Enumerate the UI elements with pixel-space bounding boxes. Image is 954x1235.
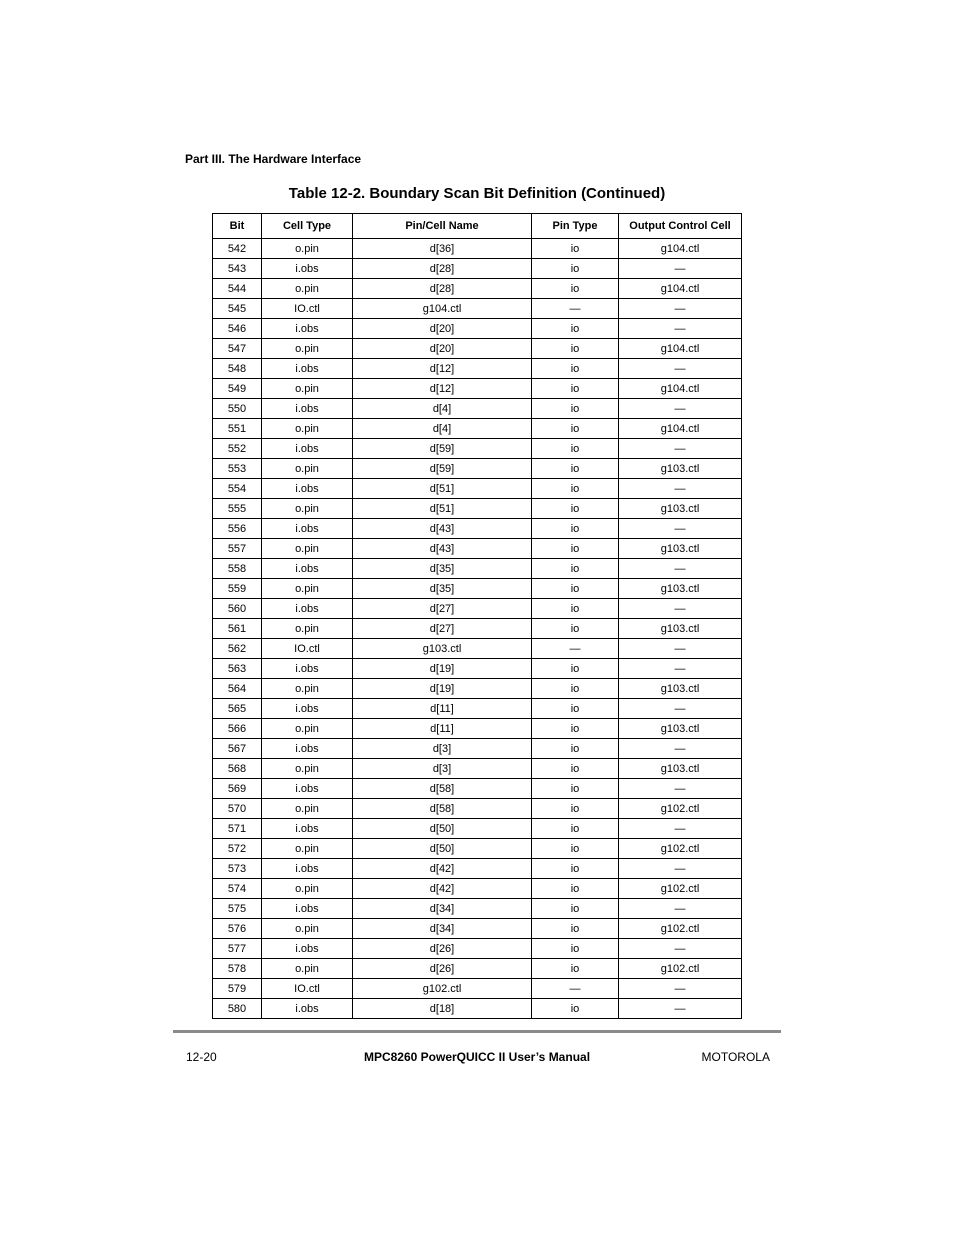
cell-bit: 545: [213, 299, 262, 319]
cell-output-control: g104.ctl: [619, 419, 742, 439]
cell-cell-type: o.pin: [262, 579, 353, 599]
cell-bit: 551: [213, 419, 262, 439]
cell-bit: 553: [213, 459, 262, 479]
cell-pin-cell-name: d[12]: [353, 359, 532, 379]
cell-pin-type: io: [532, 259, 619, 279]
cell-bit: 566: [213, 719, 262, 739]
table-row: [213, 379, 742, 399]
cell-cell-type: i.obs: [262, 439, 353, 459]
cell-bit: 564: [213, 679, 262, 699]
cell-pin-type: io: [532, 699, 619, 719]
cell-output-control: —: [619, 359, 742, 379]
cell-bit: 552: [213, 439, 262, 459]
cell-cell-type: o.pin: [262, 379, 353, 399]
cell-pin-cell-name: d[12]: [353, 379, 532, 399]
cell-pin-type: io: [532, 499, 619, 519]
cell-pin-type: io: [532, 379, 619, 399]
table-row: [213, 859, 742, 879]
cell-cell-type: i.obs: [262, 519, 353, 539]
cell-bit: 559: [213, 579, 262, 599]
cell-bit: 546: [213, 319, 262, 339]
cell-output-control: g104.ctl: [619, 239, 742, 259]
footer-rule: [173, 1030, 781, 1033]
cell-output-control: g103.ctl: [619, 719, 742, 739]
cell-pin-cell-name: d[43]: [353, 539, 532, 559]
cell-bit: 572: [213, 839, 262, 859]
cell-pin-type: io: [532, 579, 619, 599]
cell-output-control: —: [619, 779, 742, 799]
cell-output-control: —: [619, 979, 742, 999]
cell-pin-type: io: [532, 339, 619, 359]
cell-pin-cell-name: d[50]: [353, 819, 532, 839]
cell-bit: 577: [213, 939, 262, 959]
cell-cell-type: o.pin: [262, 339, 353, 359]
cell-cell-type: i.obs: [262, 479, 353, 499]
cell-pin-cell-name: d[59]: [353, 459, 532, 479]
cell-cell-type: IO.ctl: [262, 979, 353, 999]
cell-pin-type: io: [532, 619, 619, 639]
cell-pin-cell-name: d[34]: [353, 899, 532, 919]
cell-cell-type: i.obs: [262, 859, 353, 879]
cell-cell-type: i.obs: [262, 259, 353, 279]
cell-pin-cell-name: d[4]: [353, 399, 532, 419]
cell-bit: 568: [213, 759, 262, 779]
cell-pin-type: io: [532, 419, 619, 439]
cell-pin-type: io: [532, 399, 619, 419]
cell-output-control: g103.ctl: [619, 619, 742, 639]
cell-cell-type: o.pin: [262, 499, 353, 519]
cell-pin-cell-name: d[58]: [353, 799, 532, 819]
cell-output-control: g103.ctl: [619, 539, 742, 559]
table-row: [213, 459, 742, 479]
cell-bit: 554: [213, 479, 262, 499]
cell-cell-type: o.pin: [262, 879, 353, 899]
cell-cell-type: i.obs: [262, 359, 353, 379]
column-header-pin-type: Pin Type: [532, 214, 619, 239]
cell-pin-type: io: [532, 799, 619, 819]
cell-pin-type: io: [532, 479, 619, 499]
cell-output-control: —: [619, 259, 742, 279]
cell-bit: 579: [213, 979, 262, 999]
cell-pin-cell-name: d[42]: [353, 859, 532, 879]
cell-bit: 563: [213, 659, 262, 679]
cell-output-control: g104.ctl: [619, 379, 742, 399]
table-row: [213, 339, 742, 359]
cell-pin-cell-name: d[35]: [353, 559, 532, 579]
cell-pin-type: io: [532, 939, 619, 959]
cell-bit: 558: [213, 559, 262, 579]
cell-cell-type: i.obs: [262, 819, 353, 839]
cell-output-control: —: [619, 939, 742, 959]
cell-cell-type: i.obs: [262, 319, 353, 339]
cell-output-control: g102.ctl: [619, 959, 742, 979]
cell-pin-type: io: [532, 879, 619, 899]
cell-bit: 565: [213, 699, 262, 719]
column-header-pin-cell-name: Pin/Cell Name: [353, 214, 532, 239]
cell-pin-type: io: [532, 719, 619, 739]
table-row: [213, 639, 742, 659]
cell-pin-type: io: [532, 919, 619, 939]
table-row: [213, 499, 742, 519]
manual-title: MPC8260 PowerQUICC II User’s Manual: [363, 1050, 591, 1064]
cell-cell-type: i.obs: [262, 899, 353, 919]
running-head: Part III. The Hardware Interface: [185, 152, 362, 166]
cell-pin-cell-name: d[19]: [353, 659, 532, 679]
table-row: [213, 819, 742, 839]
cell-cell-type: i.obs: [262, 599, 353, 619]
table-row: [213, 759, 742, 779]
cell-pin-type: io: [532, 439, 619, 459]
cell-pin-type: io: [532, 899, 619, 919]
cell-pin-cell-name: d[35]: [353, 579, 532, 599]
cell-cell-type: o.pin: [262, 539, 353, 559]
cell-pin-type: io: [532, 999, 619, 1019]
cell-pin-cell-name: d[43]: [353, 519, 532, 539]
table-row: [213, 719, 742, 739]
cell-cell-type: i.obs: [262, 939, 353, 959]
cell-output-control: —: [619, 559, 742, 579]
table-row: [213, 999, 742, 1019]
cell-pin-type: io: [532, 839, 619, 859]
table-row: [213, 779, 742, 799]
cell-output-control: —: [619, 599, 742, 619]
cell-pin-cell-name: g103.ctl: [353, 639, 532, 659]
cell-output-control: —: [619, 519, 742, 539]
cell-pin-cell-name: d[20]: [353, 319, 532, 339]
cell-cell-type: i.obs: [262, 659, 353, 679]
cell-pin-cell-name: d[27]: [353, 599, 532, 619]
column-header-bit: Bit: [213, 214, 262, 239]
cell-pin-type: io: [532, 659, 619, 679]
cell-cell-type: i.obs: [262, 999, 353, 1019]
boundary-scan-table: [212, 213, 742, 1019]
cell-output-control: —: [619, 819, 742, 839]
table-row: [213, 559, 742, 579]
cell-output-control: g103.ctl: [619, 459, 742, 479]
table-row: [213, 799, 742, 819]
table-row: [213, 259, 742, 279]
cell-pin-cell-name: d[3]: [353, 739, 532, 759]
cell-cell-type: i.obs: [262, 739, 353, 759]
cell-pin-type: io: [532, 239, 619, 259]
cell-pin-type: io: [532, 279, 619, 299]
cell-cell-type: i.obs: [262, 779, 353, 799]
table-body: [213, 239, 742, 1019]
table-row: [213, 279, 742, 299]
cell-bit: 562: [213, 639, 262, 659]
cell-output-control: g102.ctl: [619, 879, 742, 899]
cell-pin-cell-name: d[19]: [353, 679, 532, 699]
cell-cell-type: o.pin: [262, 719, 353, 739]
table-row: [213, 919, 742, 939]
cell-pin-cell-name: d[18]: [353, 999, 532, 1019]
cell-pin-type: io: [532, 739, 619, 759]
table-row: [213, 679, 742, 699]
cell-pin-cell-name: d[28]: [353, 279, 532, 299]
cell-pin-cell-name: d[34]: [353, 919, 532, 939]
cell-output-control: —: [619, 439, 742, 459]
cell-cell-type: IO.ctl: [262, 639, 353, 659]
cell-bit: 548: [213, 359, 262, 379]
cell-pin-type: —: [532, 299, 619, 319]
cell-output-control: —: [619, 699, 742, 719]
cell-pin-type: io: [532, 539, 619, 559]
cell-output-control: g102.ctl: [619, 919, 742, 939]
cell-cell-type: o.pin: [262, 799, 353, 819]
cell-pin-type: io: [532, 359, 619, 379]
cell-output-control: g103.ctl: [619, 499, 742, 519]
cell-output-control: g102.ctl: [619, 839, 742, 859]
cell-output-control: —: [619, 859, 742, 879]
cell-output-control: —: [619, 319, 742, 339]
cell-output-control: —: [619, 899, 742, 919]
cell-pin-cell-name: d[51]: [353, 479, 532, 499]
cell-pin-cell-name: d[59]: [353, 439, 532, 459]
cell-cell-type: o.pin: [262, 759, 353, 779]
table-row: [213, 839, 742, 859]
cell-pin-cell-name: d[20]: [353, 339, 532, 359]
column-header-output-control-cell: Output Control Cell: [619, 214, 742, 239]
cell-bit: 574: [213, 879, 262, 899]
cell-bit: 549: [213, 379, 262, 399]
cell-cell-type: o.pin: [262, 959, 353, 979]
page-number: 12-20: [186, 1050, 217, 1064]
cell-bit: 550: [213, 399, 262, 419]
cell-output-control: g104.ctl: [619, 339, 742, 359]
table-row: [213, 599, 742, 619]
table-row: [213, 699, 742, 719]
table-row: [213, 539, 742, 559]
cell-cell-type: o.pin: [262, 459, 353, 479]
cell-output-control: —: [619, 999, 742, 1019]
table-row: [213, 479, 742, 499]
cell-pin-cell-name: d[26]: [353, 939, 532, 959]
cell-bit: 580: [213, 999, 262, 1019]
cell-cell-type: o.pin: [262, 419, 353, 439]
cell-pin-cell-name: d[3]: [353, 759, 532, 779]
table-title: Table 12-2. Boundary Scan Bit Definition (Continued): [288, 185, 666, 202]
cell-pin-type: io: [532, 959, 619, 979]
cell-pin-type: io: [532, 459, 619, 479]
cell-pin-cell-name: d[27]: [353, 619, 532, 639]
cell-bit: 542: [213, 239, 262, 259]
cell-output-control: —: [619, 639, 742, 659]
cell-pin-cell-name: d[36]: [353, 239, 532, 259]
table-row: [213, 979, 742, 999]
cell-bit: 561: [213, 619, 262, 639]
cell-pin-type: io: [532, 519, 619, 539]
cell-bit: 575: [213, 899, 262, 919]
cell-pin-cell-name: d[50]: [353, 839, 532, 859]
cell-bit: 543: [213, 259, 262, 279]
cell-cell-type: IO.ctl: [262, 299, 353, 319]
cell-cell-type: o.pin: [262, 279, 353, 299]
cell-pin-cell-name: d[26]: [353, 959, 532, 979]
cell-pin-type: io: [532, 859, 619, 879]
cell-cell-type: i.obs: [262, 559, 353, 579]
cell-output-control: g102.ctl: [619, 799, 742, 819]
table-header-row: [213, 214, 742, 239]
table-row: [213, 899, 742, 919]
cell-pin-cell-name: d[11]: [353, 719, 532, 739]
publisher: MOTOROLA: [701, 1050, 770, 1064]
table-row: [213, 959, 742, 979]
cell-output-control: —: [619, 739, 742, 759]
cell-bit: 569: [213, 779, 262, 799]
table-row: [213, 939, 742, 959]
cell-pin-type: io: [532, 559, 619, 579]
cell-bit: 560: [213, 599, 262, 619]
table-row: [213, 419, 742, 439]
cell-bit: 544: [213, 279, 262, 299]
cell-pin-cell-name: g102.ctl: [353, 979, 532, 999]
cell-pin-type: io: [532, 819, 619, 839]
cell-output-control: g103.ctl: [619, 679, 742, 699]
cell-cell-type: o.pin: [262, 619, 353, 639]
cell-bit: 567: [213, 739, 262, 759]
cell-output-control: g104.ctl: [619, 279, 742, 299]
table-row: [213, 879, 742, 899]
cell-bit: 571: [213, 819, 262, 839]
cell-pin-cell-name: g104.ctl: [353, 299, 532, 319]
cell-pin-type: io: [532, 679, 619, 699]
cell-output-control: —: [619, 299, 742, 319]
table-row: [213, 439, 742, 459]
cell-output-control: —: [619, 479, 742, 499]
table-row: [213, 319, 742, 339]
cell-pin-type: io: [532, 759, 619, 779]
table-row: [213, 299, 742, 319]
cell-pin-type: io: [532, 779, 619, 799]
cell-pin-type: —: [532, 979, 619, 999]
cell-cell-type: o.pin: [262, 919, 353, 939]
cell-bit: 547: [213, 339, 262, 359]
table-row: [213, 519, 742, 539]
table-row: [213, 239, 742, 259]
cell-bit: 576: [213, 919, 262, 939]
table-row: [213, 659, 742, 679]
cell-pin-type: io: [532, 319, 619, 339]
cell-cell-type: i.obs: [262, 699, 353, 719]
cell-bit: 557: [213, 539, 262, 559]
table-row: [213, 619, 742, 639]
cell-pin-cell-name: d[4]: [353, 419, 532, 439]
column-header-cell-type: Cell Type: [262, 214, 353, 239]
cell-cell-type: i.obs: [262, 399, 353, 419]
cell-pin-cell-name: d[28]: [353, 259, 532, 279]
cell-output-control: g103.ctl: [619, 759, 742, 779]
cell-output-control: —: [619, 659, 742, 679]
cell-pin-type: —: [532, 639, 619, 659]
cell-pin-type: io: [532, 599, 619, 619]
cell-bit: 573: [213, 859, 262, 879]
cell-output-control: g103.ctl: [619, 579, 742, 599]
cell-cell-type: o.pin: [262, 839, 353, 859]
cell-pin-cell-name: d[11]: [353, 699, 532, 719]
cell-pin-cell-name: d[51]: [353, 499, 532, 519]
table-row: [213, 579, 742, 599]
cell-bit: 578: [213, 959, 262, 979]
cell-cell-type: o.pin: [262, 239, 353, 259]
table-row: [213, 359, 742, 379]
cell-pin-cell-name: d[42]: [353, 879, 532, 899]
table-row: [213, 739, 742, 759]
cell-bit: 570: [213, 799, 262, 819]
cell-bit: 556: [213, 519, 262, 539]
cell-cell-type: o.pin: [262, 679, 353, 699]
cell-pin-cell-name: d[58]: [353, 779, 532, 799]
table-row: [213, 399, 742, 419]
cell-bit: 555: [213, 499, 262, 519]
cell-output-control: —: [619, 399, 742, 419]
